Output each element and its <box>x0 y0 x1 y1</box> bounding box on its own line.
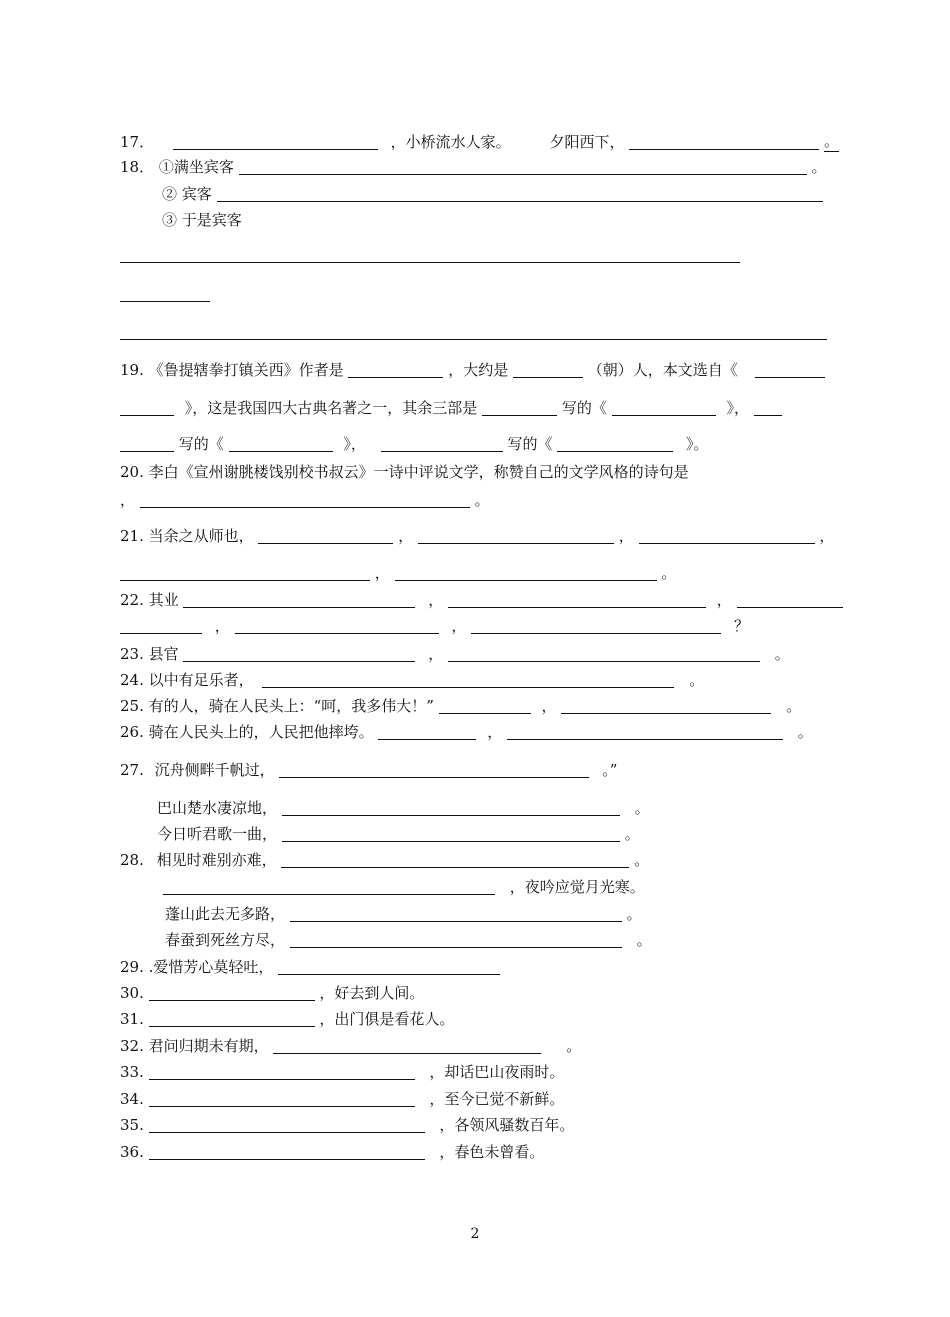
question-33 <box>120 1062 564 1082</box>
question-text: 夕阳西下， <box>549 133 625 151</box>
answer-blank[interactable] <box>120 436 174 452</box>
question-number: 24. <box>120 671 144 689</box>
answer-blank[interactable] <box>639 528 815 544</box>
question-text: .爱惜芳心莫轻吐， <box>148 958 274 976</box>
answer-line[interactable] <box>120 301 210 302</box>
question-17 <box>120 131 839 152</box>
question-text: 。 <box>797 723 813 741</box>
question-text: 写的《 <box>178 435 224 453</box>
answer-blank[interactable] <box>448 646 760 662</box>
answer-blank[interactable] <box>120 565 370 581</box>
question-34 <box>120 1089 564 1109</box>
question-text: ，大约是 <box>448 361 509 379</box>
answer-blank[interactable] <box>612 400 716 416</box>
question-text: ，夜吟应觉月光寒。 <box>509 878 645 896</box>
answer-blank[interactable] <box>120 400 174 416</box>
question-number: 33. <box>120 1063 144 1081</box>
question-number: 27. <box>120 761 144 779</box>
answer-blank[interactable] <box>149 1091 415 1107</box>
question-text: 。 <box>566 1037 582 1055</box>
answer-blank[interactable] <box>239 159 807 175</box>
question-text: ， <box>487 723 503 741</box>
question-18c <box>162 210 242 230</box>
question-number: 18． <box>120 158 155 176</box>
question-text: 。 <box>689 671 705 689</box>
question-24 <box>120 670 704 690</box>
question-text: ，出门俱是看花人。 <box>319 1010 455 1028</box>
question-31 <box>120 1009 454 1029</box>
question-text: ， <box>120 491 136 509</box>
question-text: 》， <box>726 399 749 417</box>
question-number: 32. <box>120 1037 144 1055</box>
answer-blank[interactable] <box>281 852 629 868</box>
question-30 <box>120 983 424 1003</box>
question-20 <box>120 462 689 482</box>
answer-blank[interactable] <box>235 618 439 634</box>
answer-blank[interactable] <box>378 724 476 740</box>
question-text: ， <box>819 527 835 545</box>
answer-blank[interactable] <box>163 879 495 895</box>
question-text: ， <box>398 527 414 545</box>
question-36 <box>120 1142 544 1162</box>
question-19-line2 <box>120 398 782 418</box>
question-number: 29. <box>120 958 144 976</box>
question-25 <box>120 696 801 716</box>
answer-blank[interactable] <box>282 826 620 842</box>
question-19-line1 <box>120 360 825 380</box>
question-20-line2 <box>120 490 490 510</box>
question-text: ， <box>214 617 230 635</box>
answer-blank[interactable] <box>149 1064 415 1080</box>
question-number: 35. <box>120 1116 144 1134</box>
question-text: ， <box>451 617 467 635</box>
question-number: 30. <box>120 984 144 1002</box>
answer-blank[interactable] <box>229 436 333 452</box>
question-29 <box>120 957 500 977</box>
question-18a <box>120 157 826 177</box>
question-text: 春蚕到死丝方尽， <box>165 931 286 949</box>
answer-blank[interactable] <box>513 362 583 378</box>
answer-blank[interactable] <box>418 528 614 544</box>
question-28-line2 <box>163 877 645 897</box>
question-text: 巴山楚水凄凉地， <box>157 799 278 817</box>
question-32 <box>120 1036 581 1056</box>
answer-blank[interactable] <box>149 1117 425 1133</box>
question-text: ， <box>541 697 557 715</box>
answer-blank[interactable] <box>754 400 782 416</box>
answer-blank[interactable] <box>149 1144 425 1160</box>
question-text: 有的人，骑在人民头上：“呵，我多伟大！” <box>148 697 434 715</box>
question-text: 君问归期未有期， <box>148 1037 269 1055</box>
answer-blank[interactable] <box>471 618 721 634</box>
question-27-line2 <box>157 798 650 818</box>
question-text: 李白《宣州谢朓楼饯别校书叔云》一诗中评说文学，称赞自己的文学风格的诗句是 <box>148 463 689 481</box>
answer-blank[interactable] <box>282 800 620 816</box>
question-text: 沉舟侧畔千帆过， <box>154 761 275 779</box>
question-number: 28. <box>120 851 144 869</box>
question-text: 其业 <box>148 591 179 609</box>
answer-blank[interactable] <box>258 528 393 544</box>
answer-blank[interactable] <box>217 186 823 202</box>
question-text: ， <box>428 645 444 663</box>
question-text: 。 <box>786 697 802 715</box>
question-number: 22. <box>120 591 144 609</box>
answer-blank[interactable] <box>183 592 415 608</box>
question-number: 17． <box>120 133 155 151</box>
question-number: 21. <box>120 527 144 545</box>
question-text: 。 <box>626 905 642 923</box>
answer-blank[interactable] <box>507 724 783 740</box>
answer-blank[interactable] <box>183 646 415 662</box>
question-21-line2 <box>120 563 676 583</box>
question-text: ，却话巴山夜雨时。 <box>429 1063 565 1081</box>
question-text: ，至今已觉不新鲜。 <box>429 1090 565 1108</box>
question-text: 。” <box>602 761 618 779</box>
answer-blank[interactable] <box>737 592 843 608</box>
answer-blank[interactable] <box>557 436 673 452</box>
question-number: 31. <box>120 1010 144 1028</box>
question-text: 。 <box>634 851 650 869</box>
question-26 <box>120 722 813 742</box>
question-text: 当余之从师也， <box>148 527 254 545</box>
question-28 <box>120 850 649 870</box>
answer-blank[interactable] <box>755 362 825 378</box>
answer-blank[interactable] <box>561 698 771 714</box>
question-text: 相见时难别亦难， <box>156 851 277 869</box>
question-text: 县官 <box>148 645 179 663</box>
answer-blank[interactable] <box>439 698 531 714</box>
question-text: ，好去到人间。 <box>319 984 425 1002</box>
question-text: 。 <box>634 799 650 817</box>
question-text: ①满坐宾客 <box>158 158 234 176</box>
answer-blank[interactable] <box>290 932 622 948</box>
question-text: ，各领风骚数百年。 <box>439 1116 575 1134</box>
question-27 <box>120 760 617 780</box>
answer-blank[interactable] <box>149 1011 315 1027</box>
question-text: ， <box>716 591 732 609</box>
answer-blank[interactable] <box>278 959 500 975</box>
question-text: 。 <box>824 132 840 150</box>
question-text: 蓬山此去无多路， <box>165 905 286 923</box>
question-text: 今日听君歌一曲， <box>157 825 278 843</box>
question-text: 。 <box>624 825 640 843</box>
question-19-line3 <box>120 434 709 454</box>
answer-blank[interactable] <box>482 400 557 416</box>
question-number: 20. <box>120 463 144 481</box>
question-22 <box>120 590 843 610</box>
question-18b <box>162 184 823 204</box>
answer-blank[interactable] <box>140 492 470 508</box>
question-text: 以中有足乐者， <box>148 671 254 689</box>
question-text: 》， <box>343 435 366 453</box>
question-text: 。 <box>661 564 677 582</box>
question-text: 写的《 <box>507 435 553 453</box>
answer-blank[interactable] <box>173 134 378 150</box>
question-text: ？ <box>733 617 749 635</box>
question-text: 骑在人民头上的，人民把他摔垮。 <box>148 723 374 741</box>
question-text: 《鲁提辖拳打镇关西》作者是 <box>148 361 344 379</box>
question-text: ，小桥流水人家。 <box>390 133 511 151</box>
question-text: ， <box>618 527 634 545</box>
answer-blank[interactable] <box>448 592 706 608</box>
answer-blank[interactable] <box>290 906 622 922</box>
answer-blank[interactable] <box>262 672 674 688</box>
question-number: 34. <box>120 1090 144 1108</box>
question-22-line2 <box>120 616 749 636</box>
question-number: 26. <box>120 723 144 741</box>
answer-blank[interactable] <box>120 618 202 634</box>
question-text: 》，这是我国四大古典名著之一，其余三部是 <box>184 399 478 417</box>
question-text: ③ 于是宾客 <box>162 211 242 229</box>
question-text: 。 <box>474 491 490 509</box>
question-text: （朝）人，本文选自《 <box>587 361 738 379</box>
question-text: ② 宾客 <box>162 185 212 203</box>
question-text: ， <box>374 564 390 582</box>
answer-blank[interactable] <box>629 134 819 150</box>
question-text: ， <box>428 591 444 609</box>
answer-blank[interactable] <box>149 985 315 1001</box>
answer-blank[interactable] <box>348 362 443 378</box>
question-text: 写的《 <box>561 399 607 417</box>
question-number: 23. <box>120 645 144 663</box>
question-28-line4 <box>165 930 652 950</box>
question-number: 25. <box>120 697 144 715</box>
question-number: 36. <box>120 1143 144 1161</box>
question-21 <box>120 526 834 546</box>
question-text: 。 <box>636 931 652 949</box>
question-27-line3 <box>157 824 640 844</box>
question-number: 19. <box>120 361 144 379</box>
question-text: 。 <box>774 645 790 663</box>
answer-blank[interactable] <box>395 565 657 581</box>
question-23 <box>120 644 790 664</box>
answer-blank[interactable] <box>381 436 503 452</box>
answer-line[interactable] <box>120 339 827 340</box>
answer-blank[interactable] <box>273 1038 541 1054</box>
page-number: 2 <box>470 1226 480 1242</box>
question-35 <box>120 1115 574 1135</box>
question-28-line3 <box>165 904 642 924</box>
answer-blank[interactable] <box>279 762 589 778</box>
question-text: ，春色未曾看。 <box>439 1143 545 1161</box>
question-text: 。 <box>811 158 827 176</box>
answer-line[interactable] <box>120 262 740 263</box>
question-text: 》。 <box>686 435 709 453</box>
